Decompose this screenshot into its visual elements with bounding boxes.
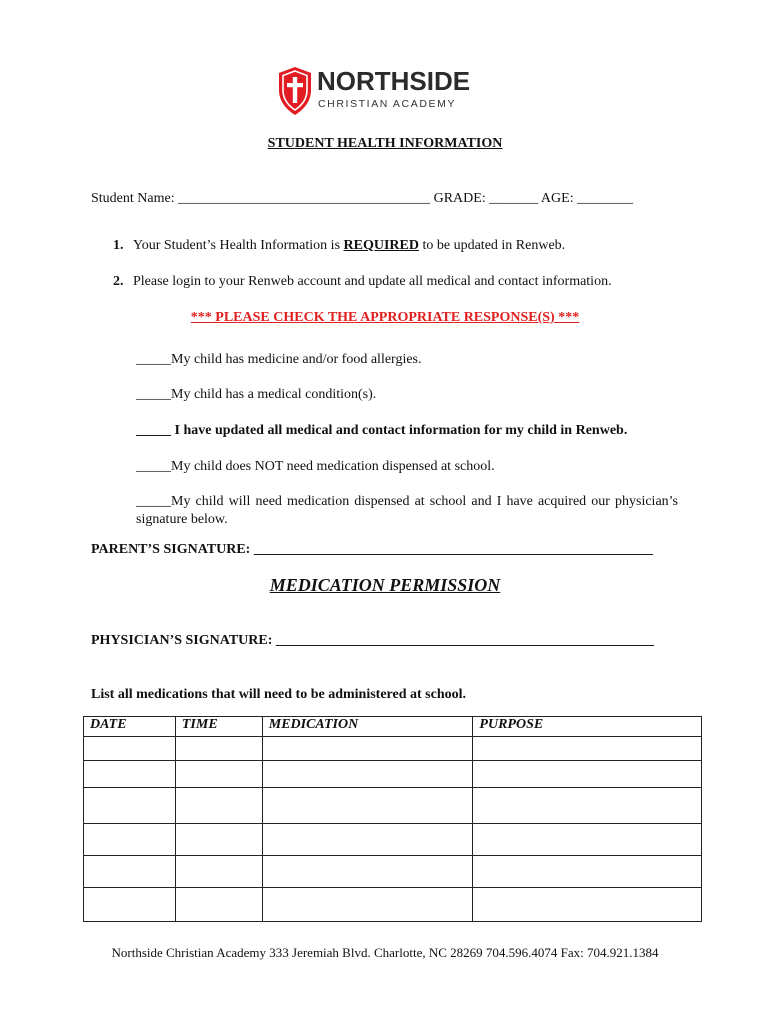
medication-cell[interactable] (262, 761, 473, 788)
medication-cell[interactable] (262, 788, 473, 824)
header-purpose: PURPOSE (473, 717, 702, 737)
date-cell[interactable] (84, 737, 176, 761)
option-no-medication[interactable]: _____My child does NOT need medication dispensed at school. (136, 459, 495, 474)
form-title-text: STUDENT HEALTH INFORMATION (267, 136, 503, 151)
header-medication: MEDICATION (262, 717, 473, 737)
purpose-cell[interactable] (473, 737, 702, 761)
date-cell[interactable] (84, 824, 176, 856)
time-cell[interactable] (175, 737, 262, 761)
purpose-cell[interactable] (473, 788, 702, 824)
option-allergies[interactable]: _____My child has medicine and/or food allergies. (136, 352, 422, 367)
logo-name: NORTHSIDE (317, 66, 471, 96)
medication-cell[interactable] (262, 824, 473, 856)
purpose-cell[interactable] (473, 856, 702, 888)
instruction-1-number: 1. (113, 238, 124, 253)
header-date: DATE (84, 717, 176, 737)
medication-cell[interactable] (262, 856, 473, 888)
shield-cross-icon (277, 66, 313, 116)
footer-address: Northside Christian Academy 333 Jeremiah Blvd. Charlotte, NC 28269 704.596.4074 Fax: 704.921.1384 (111, 945, 659, 960)
parent-signature-line[interactable]: PARENT’S SIGNATURE: _________________________________________________________ (91, 542, 653, 557)
table-row (84, 788, 702, 824)
date-cell[interactable] (84, 888, 176, 922)
table-row (84, 824, 702, 856)
instruction-1 (113, 237, 565, 255)
table-row (84, 856, 702, 888)
table-row (84, 888, 702, 922)
medication-list-instruction: List all medications that will need to be administered at school. (91, 687, 467, 702)
purpose-cell[interactable] (473, 888, 702, 922)
date-cell[interactable] (84, 788, 176, 824)
time-cell[interactable] (175, 761, 262, 788)
medications-table (83, 716, 702, 922)
purpose-cell[interactable] (473, 761, 702, 788)
student-info-line: Student Name: ____________________________________ GRADE: _______ AGE: ________ (91, 191, 634, 206)
medication-cell[interactable] (262, 888, 473, 922)
required-emphasis: REQUIRED (343, 238, 419, 253)
physician-signature-line[interactable]: PHYSICIAN’S SIGNATURE: ______________________________________________________ (91, 633, 654, 648)
header-time: TIME (175, 717, 262, 737)
instruction-2-number: 2. (113, 274, 124, 289)
option-updated-renweb[interactable]: _____ I have updated all medical and contact information for my child in Renweb. (136, 423, 628, 438)
instruction-2 (113, 273, 612, 291)
time-cell[interactable] (175, 856, 262, 888)
instruction-2-text: Please login to your Renweb account and update all medical and contact information. (133, 274, 612, 289)
check-notice (0, 309, 770, 327)
school-logo (277, 66, 471, 118)
check-notice-text: *** PLEASE CHECK THE APPROPRIATE RESPONSE(S) *** (190, 310, 580, 325)
option-medical-condition[interactable]: _____My child has a medical condition(s). (136, 387, 377, 402)
date-cell[interactable] (84, 856, 176, 888)
purpose-cell[interactable] (473, 824, 702, 856)
time-cell[interactable] (175, 888, 262, 922)
table-row (84, 737, 702, 761)
medication-cell[interactable] (262, 737, 473, 761)
medication-permission-title: MEDICATION PERMISSION (269, 575, 501, 595)
form-title (0, 136, 770, 152)
time-cell[interactable] (175, 824, 262, 856)
table-row (84, 761, 702, 788)
option-needs-medication[interactable]: _____My child will need medication dispensed at school and I have acquired our physician’s signature below. (136, 494, 678, 527)
table-header-row (84, 717, 702, 737)
instruction-1-text-before: Your Student’s Health Information is (133, 238, 344, 253)
time-cell[interactable] (175, 788, 262, 824)
logo-subtitle: CHRISTIAN ACADEMY (318, 98, 457, 110)
date-cell[interactable] (84, 761, 176, 788)
instruction-1-text-after: to be updated in Renweb. (418, 238, 566, 253)
